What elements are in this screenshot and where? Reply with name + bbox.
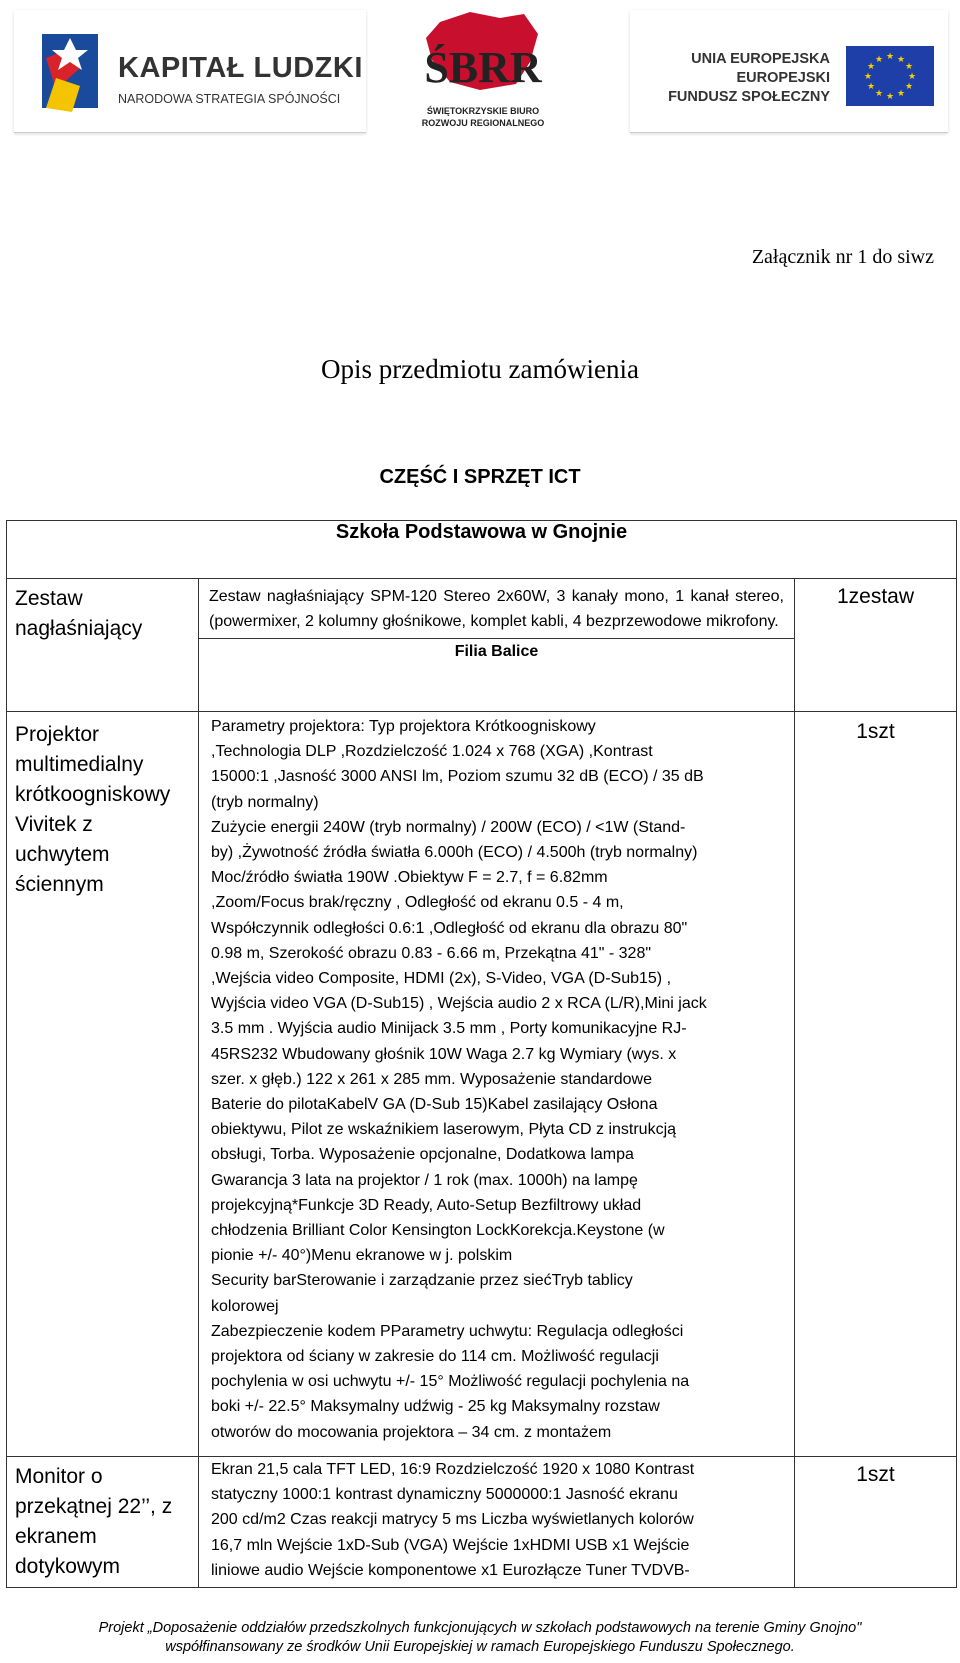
logo-header [0, 0, 960, 140]
annex-label: Załącznik nr 1 do siwz [751, 246, 934, 268]
svg-text:★: ★ [885, 92, 895, 102]
description-line: 16,7 mln Wejście 1xD-Sub (VGA) Wejście 1xHDMI USB x1 Wejście [211, 1536, 690, 1554]
item-name: Projektor multimedialny krótkoogniskowy Vivitek z uchwytem ściennym [7, 712, 199, 1457]
kapital-ludzki-title: KAPITAŁ LUDZKI [118, 52, 363, 84]
svg-text:★: ★ [874, 55, 884, 65]
item-quantity: 1zestaw [795, 579, 957, 712]
description-line: statyczny 1000:1 kontrast dynamiczny 5000000:1 Jasność ekranu [211, 1486, 678, 1504]
description-line: ,Zoom/Focus brak/ręczny , Odległość od ekranu 0.5 - 4 m, [211, 894, 624, 912]
description-line: projekcyjną*Funkcje 3D Ready, Auto-Setup Bezfiltrowy układ [211, 1196, 642, 1214]
description-line: szer. x głęb.) 122 x 261 x 285 mm. Wyposażenie standardowe [211, 1070, 652, 1088]
description-line: obiektywu, Pilot ze wskaźnikiem laserowym, Płyta CD z instrukcją [211, 1121, 677, 1139]
svg-text:★: ★ [874, 89, 884, 99]
item-name: Zestaw nagłaśniający [7, 579, 199, 712]
description-line: projektora od ściany w zakresie do 114 cm. Możliwość regulacji [211, 1348, 659, 1366]
item-quantity: 1szt [795, 1457, 957, 1588]
svg-text:★: ★ [907, 72, 917, 82]
specification-table [6, 520, 957, 1588]
svg-text:★: ★ [904, 82, 914, 92]
item-description-cell [199, 1457, 795, 1588]
description-line: otworów do mocowania projektora – 34 cm. z montażem [211, 1423, 612, 1441]
description-line: kolorowej [211, 1297, 279, 1315]
kapital-ludzki-logo [14, 10, 366, 133]
branch-name: Filia Balice [199, 638, 794, 686]
description-line: Zabezpieczenie kodem PParametry uchwytu: Regulacja odległości [211, 1322, 684, 1340]
svg-text:★: ★ [896, 89, 906, 99]
description-line: pochylenia w osi uchwytu +/- 15° Możliwość regulacji pochylenia na [211, 1373, 690, 1391]
kapital-ludzki-emblem-icon [36, 28, 112, 114]
part-title: CZĘŚĆ I SPRZĘT ICT [379, 466, 581, 488]
description-line: Security barSterowanie i zarządzanie przez siećTryb tablicy [211, 1272, 633, 1290]
school-name: Szkoła Podstawowa w Gnojnie [7, 521, 957, 579]
svg-text:★: ★ [885, 52, 895, 62]
item-description [199, 712, 794, 1445]
description-line: Współczynnik odległości 0.6:1 ,Odległość od ekranu dla obrazu 80" [211, 919, 688, 937]
description-line: obsługi, Torba. Wyposażenie opcjonalne, Dodatkowa lampa [211, 1146, 634, 1164]
eu-text-line3: FUNDUSZ SPOŁECZNY [668, 89, 830, 105]
sbrr-subtitle-line1: ŚWIĘTOKRZYSKIE BIURO [426, 106, 540, 116]
svg-text:★: ★ [866, 82, 876, 92]
description-line: boki +/- 22.5° Maksymalny udźwig - 25 kg Maksymalny rozstaw [211, 1398, 660, 1416]
sbrr-subtitle [408, 105, 558, 129]
item-name: Monitor o przekątnej 22’’, z ekranem dotykowym [7, 1457, 199, 1588]
svg-text:★: ★ [863, 72, 873, 82]
description-line: pionie +/- 40°)Menu ekranowe w j. polskim [211, 1247, 513, 1265]
description-line: Wyjścia video VGA (D-Sub15) , Wejścia audio 2 x RCA (L/R),Mini jack [211, 995, 707, 1013]
description-line: (tryb normalny) [211, 793, 319, 811]
item-description-cell [199, 579, 795, 712]
svg-text:★: ★ [904, 62, 914, 72]
description-line: ,Technologia DLP ,Rozdzielczość 1.024 x 768 (XGA) ,Kontrast [211, 743, 653, 761]
description-line: 15000:1 ,Jasność 3000 ANSI lm, Poziom szumu 32 dB (ECO) / 35 dB [211, 768, 704, 786]
eu-flag-icon [846, 46, 934, 106]
eu-text [668, 50, 830, 107]
svg-text:★: ★ [896, 55, 906, 65]
table-row [7, 1457, 957, 1588]
table-row [7, 712, 957, 1457]
table-row [7, 579, 957, 712]
description-line: 0.98 m, Szerokość obrazu 0.83 - 6.66 m, Przekątna 41" - 328" [211, 944, 652, 962]
description-line: Parametry projektora: Typ projektora Krótkoogniskowy [211, 718, 596, 735]
eu-text-line2: EUROPEJSKI [736, 70, 830, 86]
description-line: Gwarancja 3 lata na projektor / 1 rok (max. 1000h) na lampę [211, 1171, 638, 1189]
item-description [199, 1457, 794, 1583]
school-row [7, 521, 957, 579]
description-line: Moc/źródło światła 190W .Obiektyw F = 2.7, f = 6.82mm [211, 869, 608, 887]
page-title: Opis przedmiotu zamówienia [321, 354, 639, 384]
eu-logo [630, 10, 948, 133]
sbrr-logo [408, 10, 558, 132]
page-footer [0, 1619, 960, 1657]
description-line: liniowe audio Wejście komponentowe x1 Eurozłącze Tuner TVDVB- [211, 1561, 690, 1579]
footer-line1: Projekt „Doposażenie oddziałów przedszkolnych funkcjonujących w szkołach podstawowych na terenie Gminy Gnojno" [98, 1620, 862, 1636]
description-line: Ekran 21,5 cala TFT LED, 16:9 Rozdzielczość 1920 x 1080 Kontrast [211, 1461, 695, 1478]
description-line: Zużycie energii 240W (tryb normalny) / 200W (ECO) / <1W (Stand- [211, 818, 686, 836]
description-line: 45RS232 Wbudowany głośnik 10W Waga 2.7 kg Wymiary (wys. x [211, 1045, 677, 1063]
description-line: 3.5 mm . Wyjścia audio Minijack 3.5 mm , Porty komunikacyjne RJ- [211, 1020, 687, 1038]
svg-text:★: ★ [866, 62, 876, 72]
description-line: 200 cd/m2 Czas reakcji matrycy 5 ms Liczba wyświetlanych kolorów [211, 1511, 694, 1529]
item-quantity: 1szt [795, 712, 957, 1457]
eu-text-line1: UNIA EUROPEJSKA [691, 51, 830, 67]
item-description: Zestaw nagłaśniający SPM-120 Stereo 2x60W, 3 kanały mono, 1 kanał stereo, (powermixer, 2 kolumny głośnikowe, komplet kabli, 4 bezprzewodowe mikrofony. [209, 588, 784, 630]
description-line: Baterie do pilotaKabelV GA (D-Sub 15)Kabel zasilający Osłona [211, 1096, 658, 1114]
description-line: chłodzenia Brilliant Color Kensington LockKorekcja.Keystone (w [211, 1222, 665, 1240]
footer-line2: współfinansowany ze środków Unii Europejskiej w ramach Europejskiego Funduszu Społecznego. [165, 1639, 795, 1655]
item-description-cell [199, 712, 795, 1457]
description-line: ,Wejścia video Composite, HDMI (2x), S-Video, VGA (D-Sub15) , [211, 970, 672, 988]
kapital-ludzki-subtitle: NARODOWA STRATEGIA SPÓJNOŚCI [118, 92, 341, 106]
sbrr-title: ŚBRR [424, 43, 542, 92]
sbrr-subtitle-line2: ROZWOJU REGIONALNEGO [421, 118, 545, 128]
description-line: by) ,Żywotność źródła światła 6.000h (ECO) / 4.500h (tryb normalny) [211, 844, 698, 862]
